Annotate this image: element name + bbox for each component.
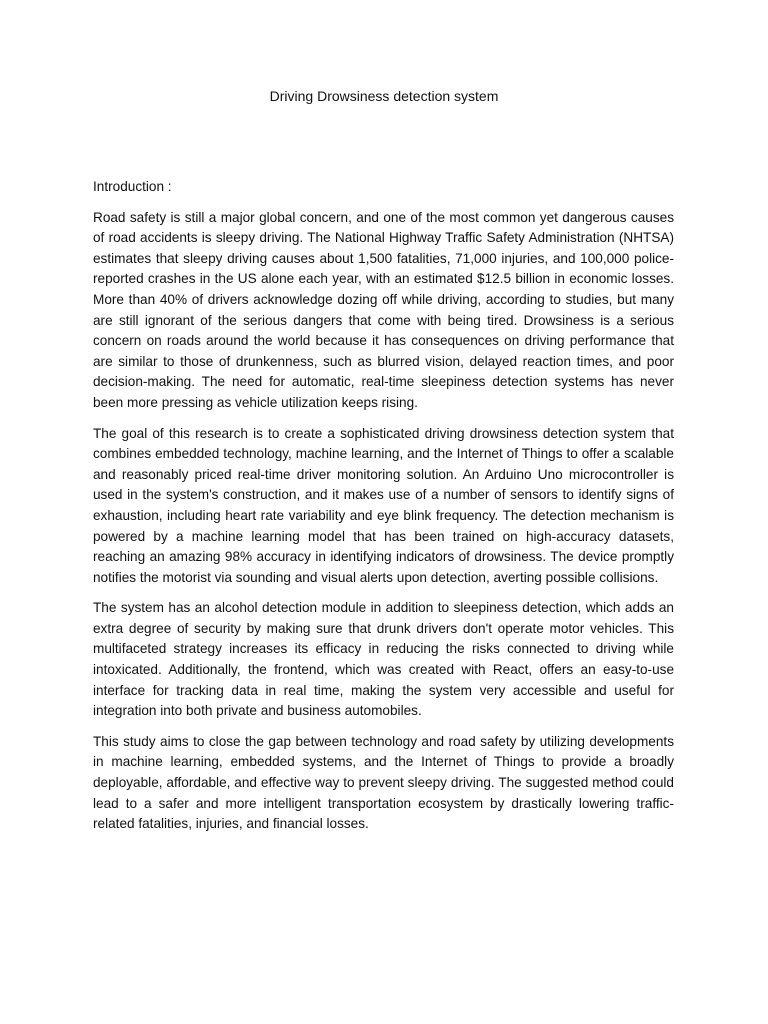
section-heading-introduction: Introduction : [93,179,172,194]
document-title: Driving Drowsiness detection system [269,88,499,104]
paragraph-3: The system has an alcohol detection module in addition to sleepiness detection, which adds an extra degree of security by making sure that drunk drivers don't operate motor vehicles. This multifaceted strategy increases its efficacy in reducing the risks connected to driving while intoxicated. Additionally, the frontend, which was created with React, offers an easy-to-use interface for tracking data in real time, making the system very accessible and useful for integration into both private and business automobiles. [93,600,674,719]
paragraph-1: Road safety is still a major global concern, and one of the most common yet dangerous causes of road accidents is sleepy driving. The National Highway Traffic Safety Administration (NHTSA) estimates that sleepy driving causes about 1,500 fatalities, 71,000 injuries, and 100,000 police-reported crashes in the US alone each year, with an estimated $12.5 billion in economic losses. More than 40% of drivers acknowledge dozing off while driving, according to studies, but many are still ignorant of the serious dangers that come with being tired. Drowsiness is a serious concern on roads around the world because it has consequences on driving performance that are similar to those of drunkenness, such as blurred vision, delayed reaction times, and poor decision-making. The need for automatic, real-time sleepiness detection systems has never been more pressing as vehicle utilization keeps rising. [93,209,674,410]
document-body [93,177,674,845]
paragraph-4: This study aims to close the gap between technology and road safety by utilizing developments in machine learning, embedded systems, and the Internet of Things to provide a broadly deployable, affordable, and effective way to prevent sleepy driving. The suggested method could lead to a safer and more intelligent transportation ecosystem by drastically lowering traffic-related fatalities, injuries, and financial losses. [93,733,674,832]
paragraph-2: The goal of this research is to create a sophisticated driving drowsiness detection system that combines embedded technology, machine learning, and the Internet of Things to offer a scalable and reasonably priced real-time driver monitoring solution. An Arduino Uno microcontroller is used in the system's construction, and it makes use of a number of sensors to identify signs of exhaustion, including heart rate variability and eye blink frequency. The detection mechanism is powered by a machine learning model that has been trained on high-accuracy datasets, reaching an amazing 98% accuracy in identifying indicators of drowsiness. The device promptly notifies the motorist via sounding and visual alerts upon detection, averting possible collisions. [93,425,674,585]
